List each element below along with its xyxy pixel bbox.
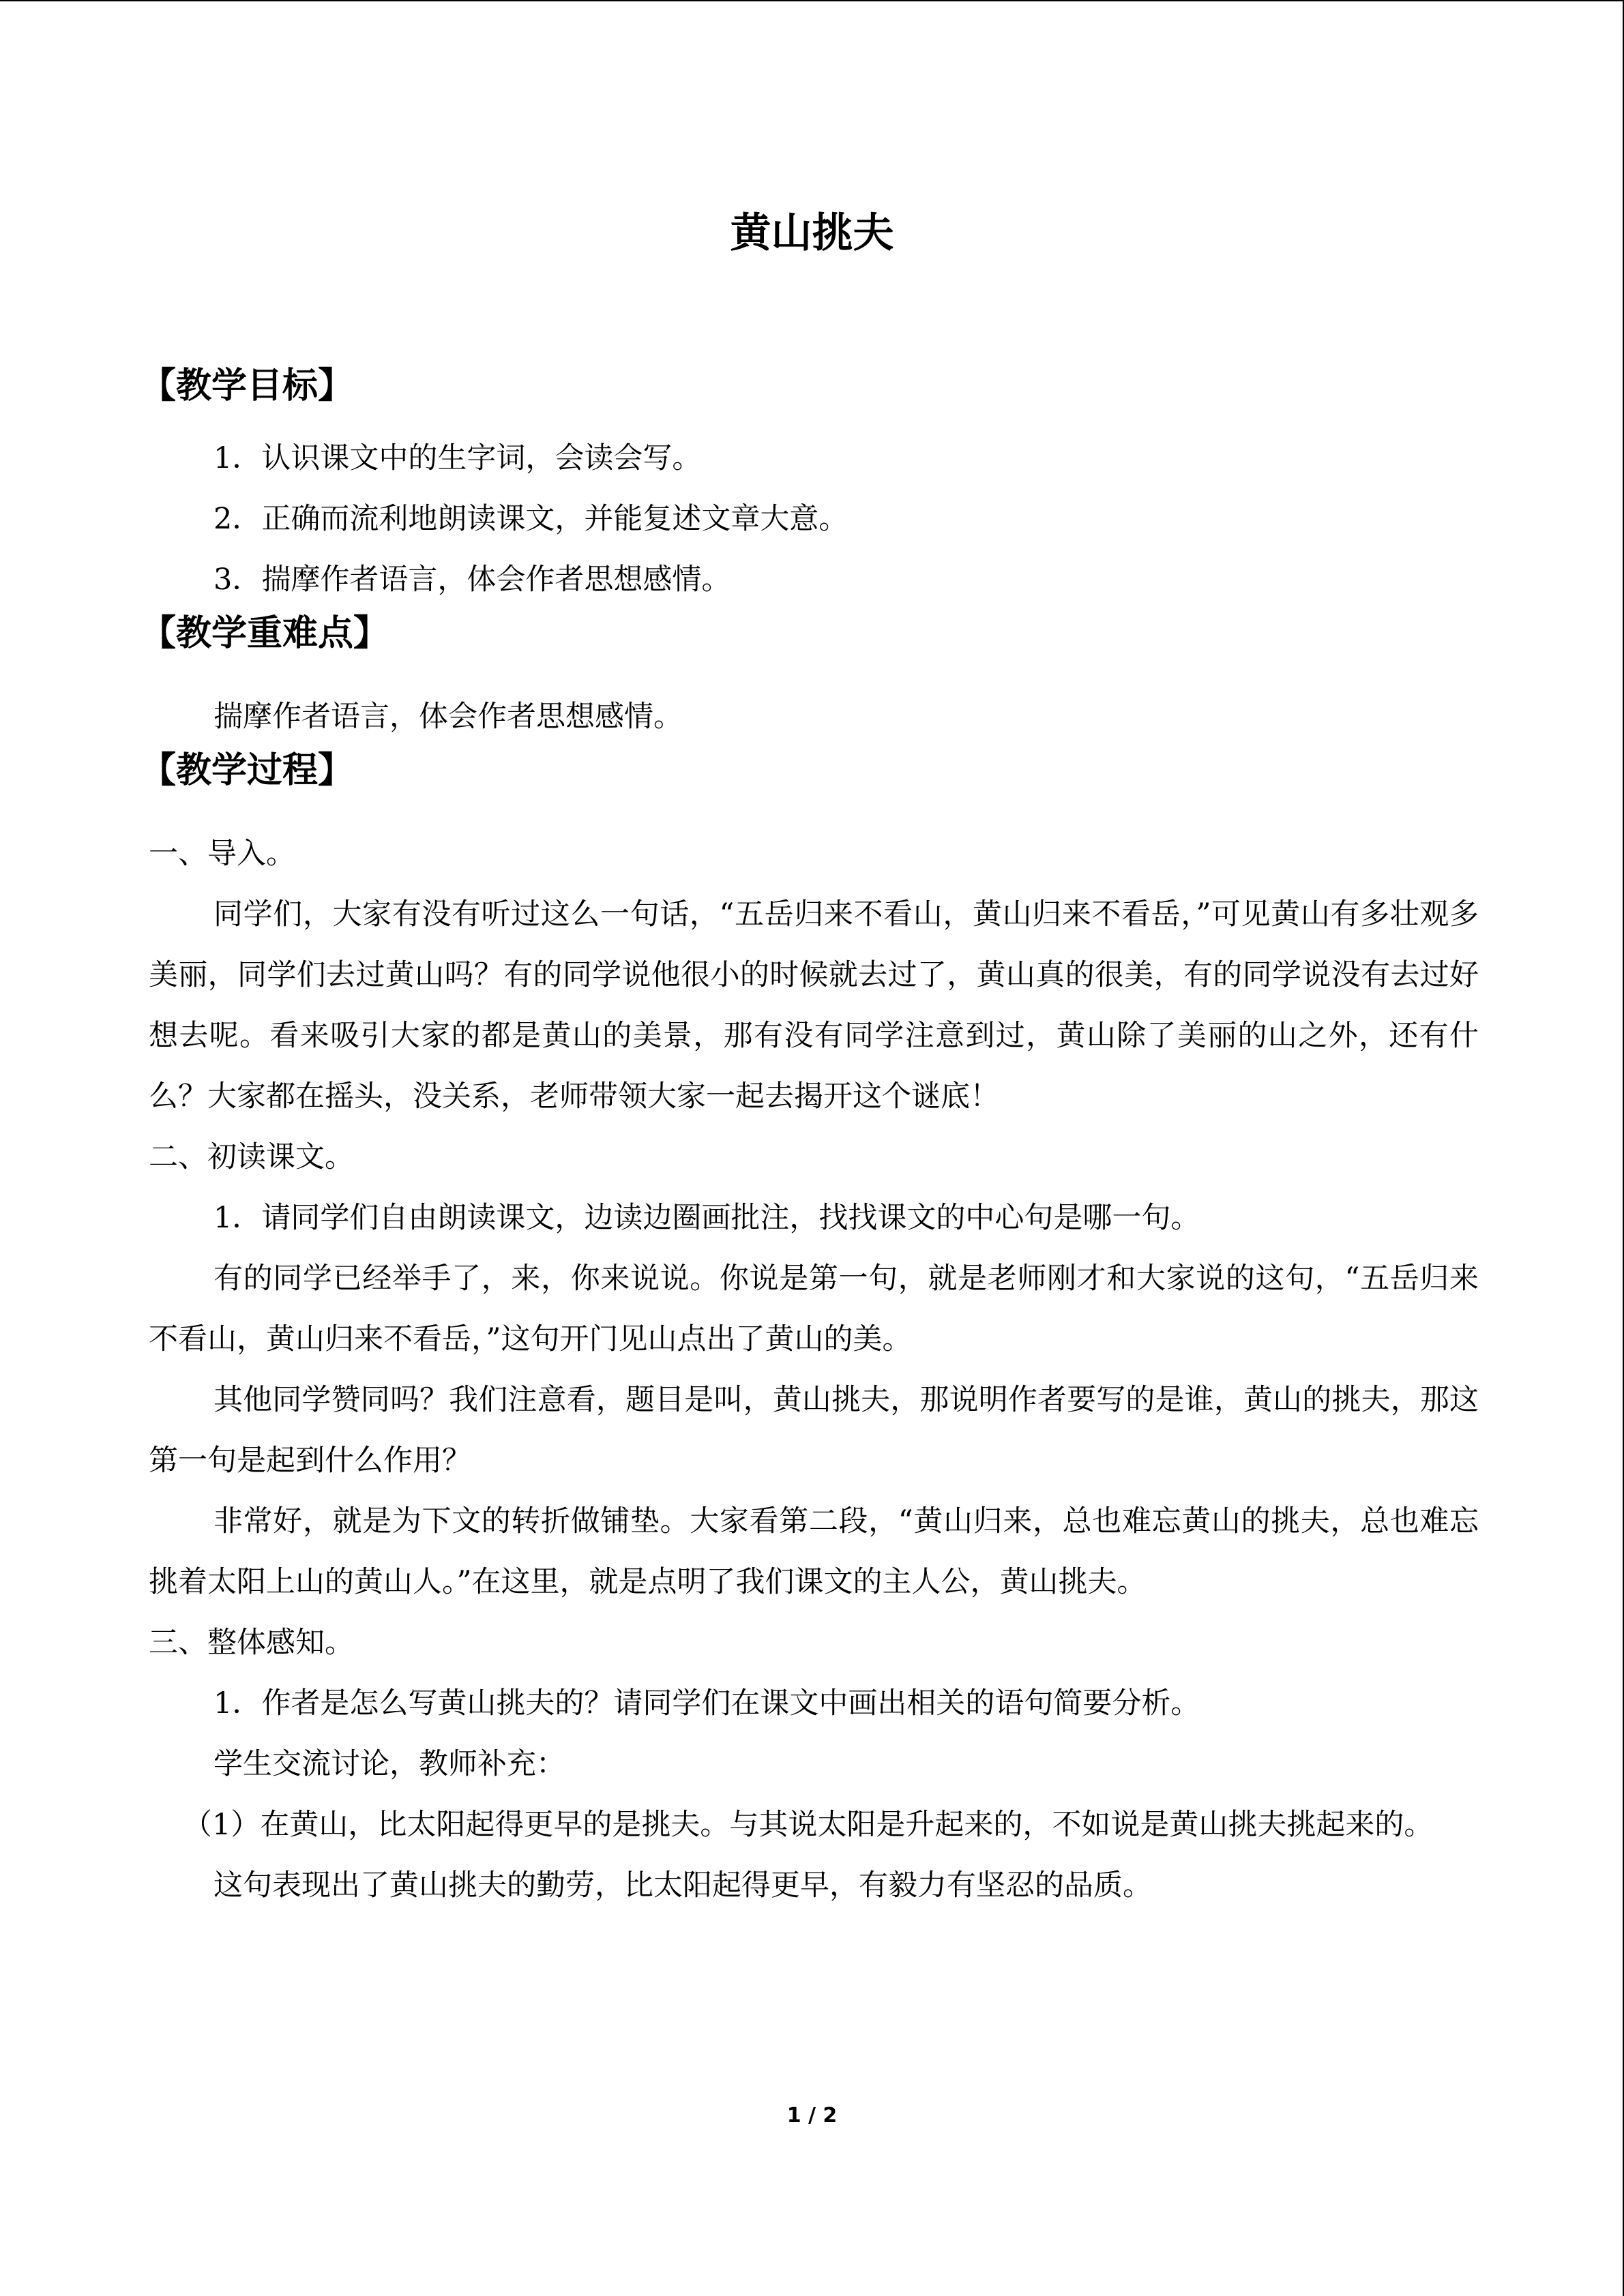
document-title: 黄山挑夫: [730, 209, 894, 257]
process-part2-paragraph-2: 其他同学赞同吗？我们注意看，题目是叫，黄山挑夫，那说明作者要写的是谁，黄山的挑夫，那这第一句是起到什么作用？: [149, 1383, 1479, 1478]
process-part1-text: 同学们，大家有没有听过这么一句话，“五岳归来不看山，黄山归来不看岳，”可见黄山有多壮观多美丽，同学们去过黄山吗？有的同学说他很小的时候就去过了，黄山真的很美，有的同学说没有去过好想去呢。看来吸引大家的都是黄山的美景，那有没有同学注意到过，黄山除了美丽的山之外，还有什么？大家都在摇头，没关系，老师带领大家一起去揭开这个谜底！: [149, 897, 1479, 1114]
process-part1-title: 一、导入。: [149, 837, 295, 871]
document-body: [141, 363, 1479, 1916]
process-part3-item1: 1．作者是怎么写黄山挑夫的？请同学们在课文中画出相关的语句简要分析。: [213, 1686, 1200, 1720]
process-part3-sub-item-1: （1）在黄山，比太阳起得更早的是挑夫。与其说太阳是升起来的，不如说是黄山挑夫挑起来的。: [183, 1808, 1434, 1842]
process-part2-paragraph-1: 有的同学已经举手了，来，你来说说。你说是第一句，就是老师刚才和大家说的这句，“五岳归来不看山，黄山归来不看岳，”这句开门见山点出了黄山的美。: [149, 1262, 1479, 1356]
process-part3-paragraph-1: 学生交流讨论，教师补充：: [213, 1747, 565, 1781]
process-part3-title: 三、整体感知。: [149, 1626, 354, 1660]
objective-item-2: 2．正确而流利地朗读课文，并能复述文章大意。: [213, 502, 848, 536]
process-part3-paragraph-2: 这句表现出了黄山挑夫的勤劳，比太阳起得更早，有毅力有坚忍的品质。: [213, 1868, 1152, 1903]
process-part2-paragraph-3: 非常好，就是为下文的转折做铺垫。大家看第二段，“黄山归来，总也难忘黄山的挑夫，总也难忘挑着太阳上山的黄山人。”在这里，就是点明了我们课文的主人公，黄山挑夫。: [149, 1504, 1479, 1599]
objective-item-3: 3．揣摩作者语言，体会作者思想感情。: [213, 563, 731, 597]
objective-item-1: 1．认识课文中的生字词，会读会写。: [213, 441, 702, 475]
objectives-heading: 【教学目标】: [141, 365, 354, 406]
keypoints-heading: 【教学重难点】: [141, 612, 389, 654]
keypoints-text: 揣摩作者语言，体会作者思想感情。: [213, 700, 683, 734]
process-part2-title: 二、初读课文。: [149, 1140, 354, 1174]
page-number: 1 / 2: [786, 2104, 838, 2128]
process-part2-item1: 1．请同学们自由朗读课文，边读边圈画批注，找找课文的中心句是哪一句。: [213, 1201, 1200, 1235]
process-heading: 【教学过程】: [141, 749, 354, 791]
